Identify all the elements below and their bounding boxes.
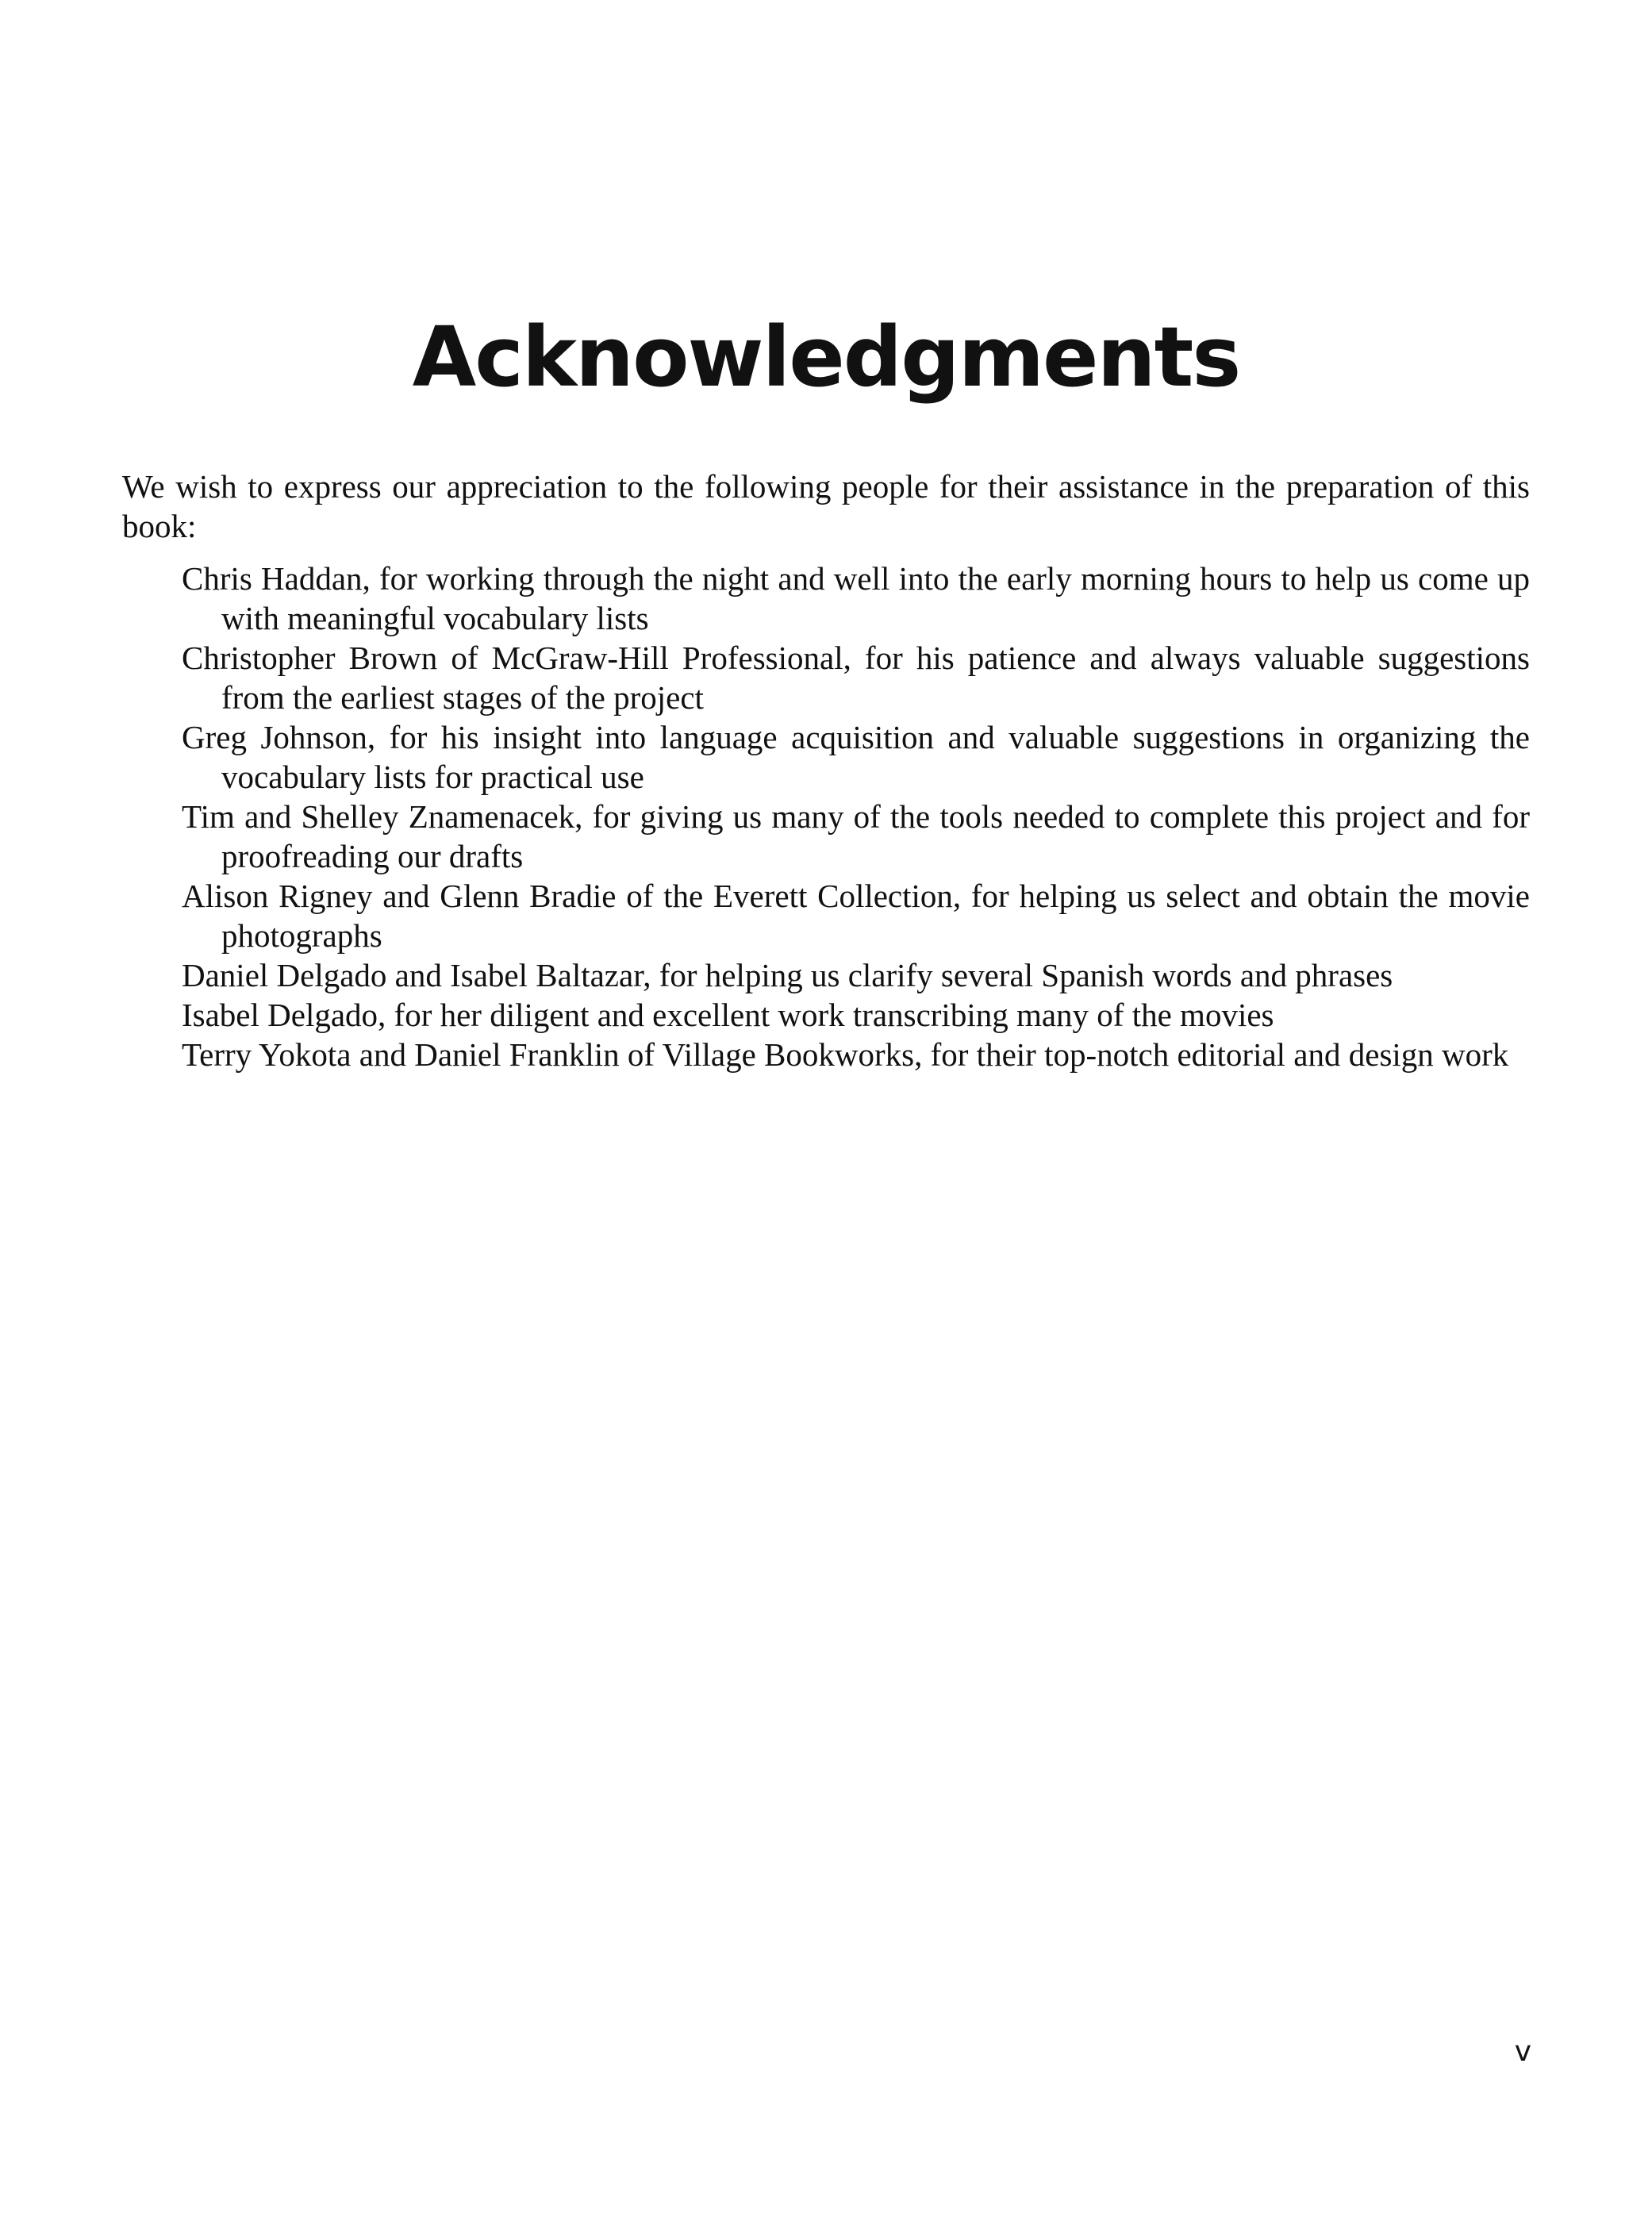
- acknowledgment-item: Terry Yokota and Daniel Franklin of Village Bookworks, for their top-notch editorial and design work: [182, 1036, 1509, 1073]
- acknowledgment-item: Greg Johnson, for his insight into language acquisition and valuable suggestions in organizing the vocabulary lists for practical use: [182, 719, 1530, 795]
- acknowledgment-item: Christopher Brown of McGraw-Hill Professional, for his patience and always valuable suggestions from the earliest stages of the project: [182, 640, 1530, 716]
- acknowledgments-list: [122, 559, 1530, 1074]
- acknowledgment-item: Isabel Delgado, for her diligent and excellent work transcribing many of the movies: [182, 997, 1274, 1033]
- acknowledgment-item: Daniel Delgado and Isabel Baltazar, for helping us clarify several Spanish words and phrases: [182, 957, 1393, 993]
- intro-paragraph: We wish to express our appreciation to the following people for their assistance in the preparation of this book:: [122, 468, 1530, 544]
- acknowledgments-body: [122, 467, 1530, 1074]
- acknowledgment-item: Chris Haddan, for working through the night and well into the early morning hours to help us come up with meaningful vocabulary lists: [182, 560, 1530, 636]
- page-title: Acknowledgments: [412, 309, 1240, 405]
- page-number: v: [1514, 2035, 1531, 2068]
- acknowledgment-item: Alison Rigney and Glenn Bradie of the Everett Collection, for helping us select and obtain the movie photographs: [182, 878, 1530, 954]
- acknowledgment-item: Tim and Shelley Znamenacek, for giving us many of the tools needed to complete this project and for proofreading our drafts: [182, 798, 1530, 874]
